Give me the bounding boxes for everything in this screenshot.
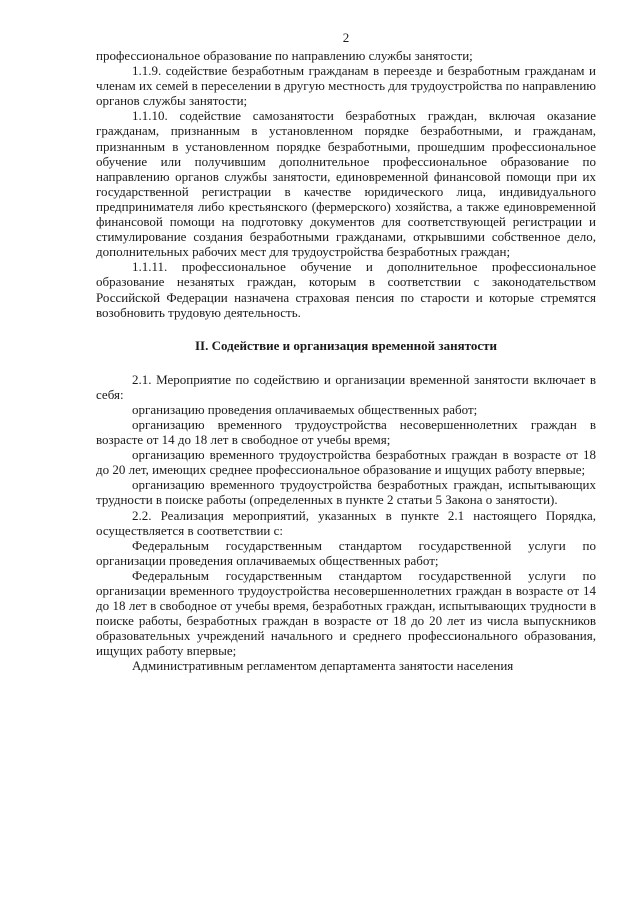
paragraph: 1.1.11. профессиональное обучение и дополнительное профессиональное образование незанятых граждан, которым в соответствии с законодательством Российской Федерации назначена страховая пенсия по старости и которые стремятся возобновить трудовую деятельность.	[96, 259, 596, 320]
page-number: 2	[342, 30, 350, 45]
paragraph: 2.1. Мероприятие по содействию и организации временной занятости включает в себя:	[96, 371, 596, 402]
paragraph: 1.1.10. содействие самозанятости безработных граждан, включая оказание гражданам, признанным в установленном порядке безработными, и гражданам, признанным в установленном порядке безработными, прошедшим профессиональное обучение или получившим дополнительное профессиональное образование по направлению органов службы занятости, единовременной финансовой помощи при их государственной регистрации в качестве юридического лица, индивидуального предпринимателя либо крестьянского (фермерского) хозяйства, а также единовременной финансовой помощи на подготовку документов для соответствующей регистрации и стимулирование создания безработными гражданами, открывшими собственное дело, дополнительных рабочих мест для трудоустройства безработных граждан;	[96, 108, 596, 260]
paragraph: организацию проведения оплачиваемых общественных работ;	[132, 401, 478, 417]
paragraph: Административным регламентом департамента занятости населения	[132, 658, 514, 674]
paragraph: 1.1.9. содействие безработным гражданам в переезде и безработным гражданам и членам их семей в переселении в другую местность для трудоустройства по направлению органов службы занятости;	[96, 63, 596, 109]
top-paragraphs	[96, 48, 596, 320]
paragraph: организацию временного трудоустройства безработных граждан, испытывающих трудности в поиске работы (определенных в пункте 2 статьи 5 Закона о занятости).	[96, 477, 596, 508]
paragraph: Федеральным государственным стандартом государственной услуги по организации временного трудоустройства несовершеннолетних граждан в возрасте от 14 до 18 лет в свободное от учебы время, безработных граждан, испытывающих трудности в поиске работы, безработных граждан в возрасте от 18 до 20 лет из числа выпускников образовательных учреждений начального и среднего профессионального образования, ищущих работу впервые;	[96, 567, 596, 659]
section-heading: II. Содействие и организация временной занятости	[195, 337, 497, 353]
paragraph: 2.2. Реализация мероприятий, указанных в пункте 2.1 настоящего Порядка, осуществляется в соответствии с:	[96, 507, 596, 538]
paragraph: Федеральным государственным стандартом государственной услуги по организации проведения оплачиваемых общественных работ;	[96, 537, 596, 568]
paragraph: организацию временного трудоустройства безработных граждан в возрасте от 18 до 20 лет, имеющих среднее профессиональное образование и ищущих работу впервые;	[96, 447, 596, 478]
bottom-paragraphs	[96, 372, 596, 674]
paragraph: профессиональное образование по направлению службы занятости;	[96, 48, 473, 63]
paragraph: организацию временного трудоустройства несовершеннолетних граждан в возрасте от 14 до 18 лет в свободное от учебы время;	[96, 416, 596, 448]
